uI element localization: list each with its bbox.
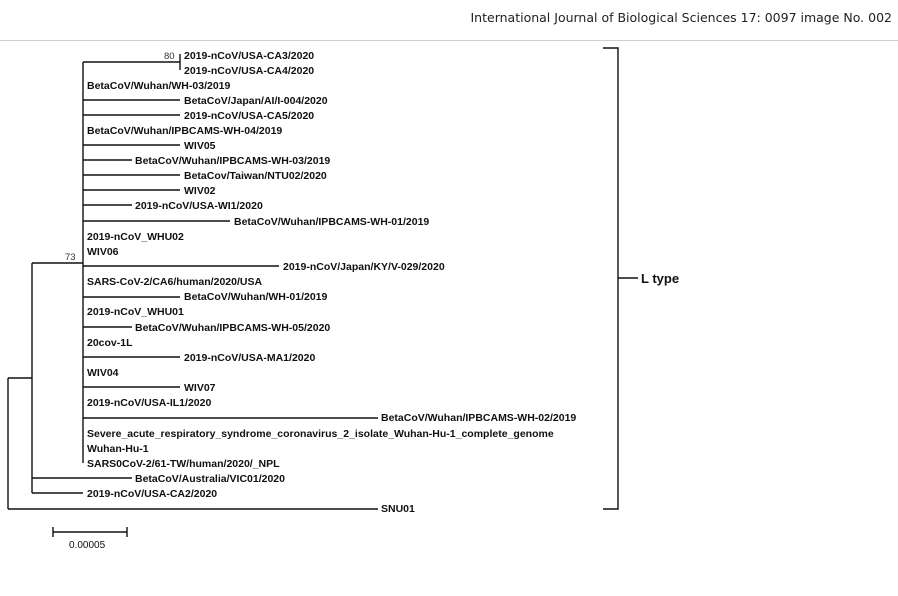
leaf-label: BetaCoV/Japan/AI/I-004/2020 [184,95,328,107]
leaf-label: BetaCoV/Wuhan/WH-01/2019 [184,291,328,303]
leaf-label: WIV04 [87,367,119,379]
leaf-label: BetaCoV/Australia/VIC01/2020 [135,473,285,485]
bootstrap-73: 73 [65,252,76,263]
scale-label: 0.00005 [69,540,106,551]
clade-bracket [603,48,618,509]
leaf-label: WIV06 [87,246,119,258]
leaf-label: BetaCoV/Wuhan/IPBCAMS-WH-04/2019 [87,125,283,137]
leaf-label: SARS0CoV-2/61-TW/human/2020/_NPL [87,458,280,470]
leaf-label: WIV05 [184,140,216,152]
leaf-label: SARS-CoV-2/CA6/human/2020/USA [87,276,263,288]
leaf-label: BetaCoV/Wuhan/IPBCAMS-WH-03/2019 [135,155,331,167]
clade-label: L type [641,271,680,286]
leaf-label: Wuhan-Hu-1 [87,443,149,455]
leaf-label: 2019-nCoV/USA-CA5/2020 [184,110,315,122]
leaf-label: BetaCoV/Wuhan/IPBCAMS-WH-05/2020 [135,322,331,334]
leaf-label: 2019-nCoV/Japan/KY/V-029/2020 [283,261,445,273]
leaf-label: 20cov-1L [87,337,133,349]
bootstrap-80: 80 [164,51,175,62]
leaf-label: SNU01 [381,503,415,515]
leaf-label: 2019-nCoV/USA-CA3/2020 [184,50,315,62]
leaf-label: 2019-nCoV/USA-MA1/2020 [184,352,316,364]
leaf-label: 2019-nCoV/USA-CA2/2020 [87,488,218,500]
leaf-label: 2019-nCoV_WHU02 [87,231,184,243]
leaf-label: 2019-nCoV/USA-IL1/2020 [87,397,212,409]
leaf-label: BetaCov/Taiwan/NTU02/2020 [184,170,327,182]
leaf-label: 2019-nCoV_WHU01 [87,306,184,318]
leaf-label: BetaCoV/Wuhan/WH-03/2019 [87,80,231,92]
leaf-label: Severe_acute_respiratory_syndrome_coronavirus_2_isolate_Wuhan-Hu-1_complete_genome [87,428,554,440]
leaf-label: BetaCoV/Wuhan/IPBCAMS-WH-02/2019 [381,412,577,424]
leaf-labels [87,50,576,515]
leaf-label: 2019-nCoV/USA-WI1/2020 [135,200,263,212]
leaf-label: WIV07 [184,382,216,394]
figure-caption: International Journal of Biological Sciences 17: 0097 image No. 002 [470,10,892,25]
leaf-label: WIV02 [184,185,216,197]
leaf-label: 2019-nCoV/USA-CA4/2020 [184,65,315,77]
leaf-label: BetaCoV/Wuhan/IPBCAMS-WH-01/2019 [234,216,430,228]
